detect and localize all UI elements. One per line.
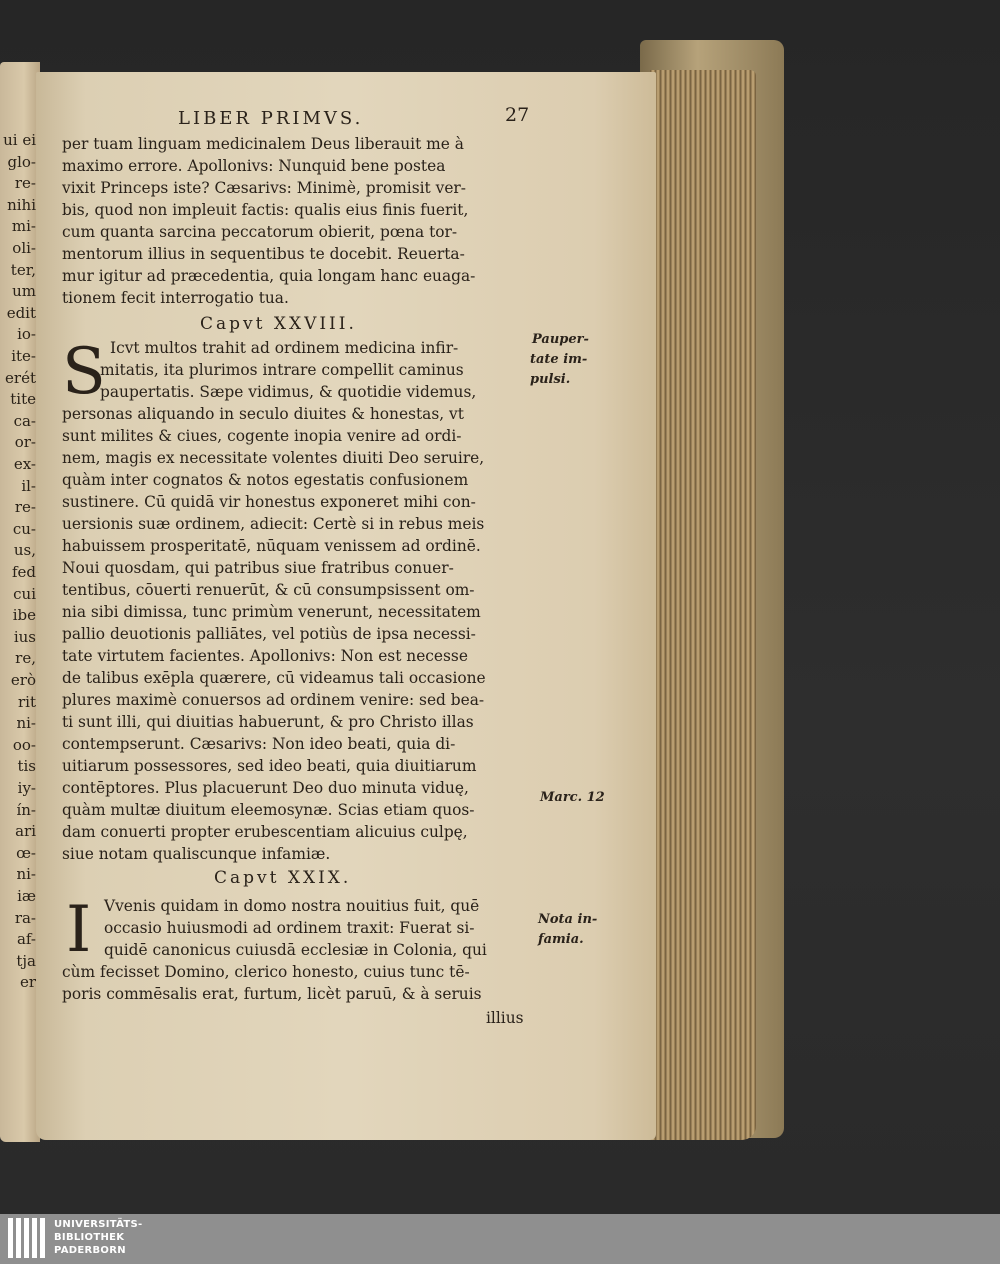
text-line: contēptores. Plus placuerunt Deo duo minuta viduę, xyxy=(62,779,469,797)
margin-note: Pauper- xyxy=(532,332,589,347)
left-page-fragment: re, xyxy=(15,649,36,668)
left-page-fragment: um xyxy=(12,282,36,301)
left-page-fragment: ex- xyxy=(13,455,36,473)
left-facing-page xyxy=(0,62,40,1142)
text-line: per tuam linguam medicinalem Deus liberauit me à xyxy=(62,135,464,153)
left-page-fragment: cui xyxy=(13,584,36,603)
left-page-fragment: il- xyxy=(21,476,36,495)
left-page-fragment: ni- xyxy=(16,714,36,733)
text-line: Noui quosdam, qui patribus siue fratribus conuer- xyxy=(62,559,454,577)
left-page-fragment: ter, xyxy=(10,260,36,279)
text-line: cùm fecisset Domino, clerico honesto, cuius tunc tē- xyxy=(62,963,470,981)
left-page-fragment: re- xyxy=(14,498,36,517)
text-line: paupertatis. Sæpe vidimus, & quotidie videmus, xyxy=(100,383,477,401)
left-page-fragment: us, xyxy=(13,541,36,560)
text-line: contempserunt. Cæsarivs: Non ideo beati, quia di- xyxy=(62,735,456,753)
margin-note: Nota in- xyxy=(538,912,598,927)
left-page-fragment: ín- xyxy=(16,800,36,819)
chapter-heading: Capvt XXIX. xyxy=(214,868,352,888)
text-line: mitatis, ita plurimos intrare compellit caminus xyxy=(100,361,464,379)
library-name xyxy=(54,1218,143,1257)
text-line: Icvt multos trahit ad ordinem medicina infir- xyxy=(110,339,459,357)
left-page-fragment: tis xyxy=(17,757,36,776)
text-line: ti sunt illi, qui diuitias habuerunt, & pro Christo illas xyxy=(62,713,474,731)
margin-note: pulsi. xyxy=(530,372,571,387)
text-line: personas aliquando in seculo diuites & honestas, vt xyxy=(62,405,464,423)
drop-cap: S xyxy=(62,335,106,409)
left-page-fragment: ui ei xyxy=(3,131,36,149)
left-page-fragment: af- xyxy=(16,930,36,949)
left-page-fragment: nihi xyxy=(7,195,36,214)
text-line: quàm multæ diuitum eleemosynæ. Scias etiam quos- xyxy=(62,801,475,819)
left-page-fragment: mi- xyxy=(11,217,36,236)
text-line: occasio huiusmodi ad ordinem traxit: Fuerat si- xyxy=(104,919,475,937)
margin-note: famia. xyxy=(538,932,584,947)
text-line: tionem fecit interrogatio tua. xyxy=(62,289,289,307)
left-page-fragment: ius xyxy=(13,627,36,646)
text-line: Vvenis quidam in domo nostra nouitius fuit, quē xyxy=(104,897,480,915)
chapter-heading: Capvt XXVIII. xyxy=(200,314,357,334)
left-page-fragment: ibe xyxy=(12,606,36,625)
page-number: 27 xyxy=(505,104,530,126)
text-line: sunt milites & ciues, cogente inopia venire ad ordi- xyxy=(62,427,462,445)
left-page-fragment: fed xyxy=(11,563,36,581)
text-line: nem, magis ex necessitate volentes diuiti Deo seruire, xyxy=(62,449,485,467)
text-line: uitiarum possessores, sed ideo beati, quia diuitiarum xyxy=(62,757,477,775)
margin-note: Marc. 12 xyxy=(540,790,605,805)
left-page-fragment: erò xyxy=(10,671,36,689)
library-name-line: UNIVERSITÄTS- xyxy=(54,1219,143,1230)
left-page-fragment: œ- xyxy=(16,843,36,862)
left-page-fragment: glo- xyxy=(7,152,36,171)
text-line: quidē canonicus cuiusdā ecclesiæ in Colonia, qui xyxy=(104,941,487,959)
text-line: poris commēsalis erat, furtum, licèt paruū, & à seruis xyxy=(62,985,482,1003)
text-line: dam conuerti propter erubescentiam alicuius culpę, xyxy=(62,823,468,841)
left-page-fragment: ari xyxy=(15,822,36,841)
left-page-fragment: tja xyxy=(16,951,36,970)
left-page-fragment: io- xyxy=(17,325,36,344)
text-line: mur igitur ad præcedentia, quia longam hanc euaga- xyxy=(62,267,476,285)
text-line: pallio deuotionis palliātes, vel potiùs de ipsa necessi- xyxy=(62,625,476,643)
left-page-fragment: ra- xyxy=(14,908,36,927)
left-page-fragment: er xyxy=(19,973,36,992)
left-page-fragment: iy- xyxy=(17,779,36,797)
margin-note: tate im- xyxy=(530,352,588,367)
library-name-line: PADERBORN xyxy=(54,1245,126,1256)
left-page-fragment: cu- xyxy=(12,519,36,538)
text-line: quàm inter cognatos & notos egestatis confusionem xyxy=(62,471,469,489)
text-line: cum quanta sarcina peccatorum obierit, pœna tor- xyxy=(62,223,458,241)
text-line: plures maximè conuersos ad ordinem venire: sed bea- xyxy=(62,691,485,709)
running-title: LIBER PRIMVS. xyxy=(178,108,364,129)
library-logo-icon xyxy=(8,1218,50,1258)
left-page-fragment: or- xyxy=(14,433,36,452)
left-page-fragment: erét xyxy=(5,368,36,387)
left-page-fragment: ni- xyxy=(16,865,36,884)
text-line: bis, quod non impleuit factis: qualis eius finis fuerit, xyxy=(62,201,469,219)
drop-cap: I xyxy=(66,893,92,967)
left-page-fragment: ite- xyxy=(11,347,36,365)
text-line: nia sibi dimissa, tunc primùm venerunt, necessitatem xyxy=(62,603,481,621)
library-name-line: BIBLIOTHEK xyxy=(54,1232,125,1243)
text-line: de talibus exēpla quærere, cū videamus tali occasione xyxy=(62,669,486,687)
text-line: tate virtutem facientes. Apollonivs: Non est necesse xyxy=(62,647,468,665)
text-line: tentibus, cōuerti renuerūt, & cū consumpsissent om- xyxy=(62,581,475,599)
left-page-fragment: iæ xyxy=(17,887,36,905)
page-edges xyxy=(650,70,756,1140)
left-page-fragment: edit xyxy=(6,303,36,322)
text-line: sustinere. Cū quidā vir honestus exponeret mihi con- xyxy=(62,493,476,511)
text-line: uersionis suæ ordinem, adiecit: Certè si in rebus meis xyxy=(62,515,485,533)
text-line: siue notam qualiscunque infamiæ. xyxy=(62,845,331,863)
left-page-fragment: ca- xyxy=(13,411,36,430)
text-line: habuissem prosperitatē, nūquam venissem ad ordinē. xyxy=(62,537,481,555)
text-line: vixit Princeps iste? Cæsarivs: Minimè, promisit ver- xyxy=(62,179,466,197)
left-page-fragment: oo- xyxy=(12,735,36,754)
left-page-fragment: tite xyxy=(10,390,36,409)
left-page-fragment: oli- xyxy=(12,239,36,257)
library-footer-bar xyxy=(0,1214,1000,1264)
left-page-fragment: re- xyxy=(14,174,36,193)
catchword: illius xyxy=(486,1009,524,1027)
left-page-fragment: rit xyxy=(18,692,36,711)
text-line: maximo errore. Apollonivs: Nunquid bene postea xyxy=(62,157,446,175)
text-line: mentorum illius in sequentibus te docebit. Reuerta- xyxy=(62,245,465,263)
